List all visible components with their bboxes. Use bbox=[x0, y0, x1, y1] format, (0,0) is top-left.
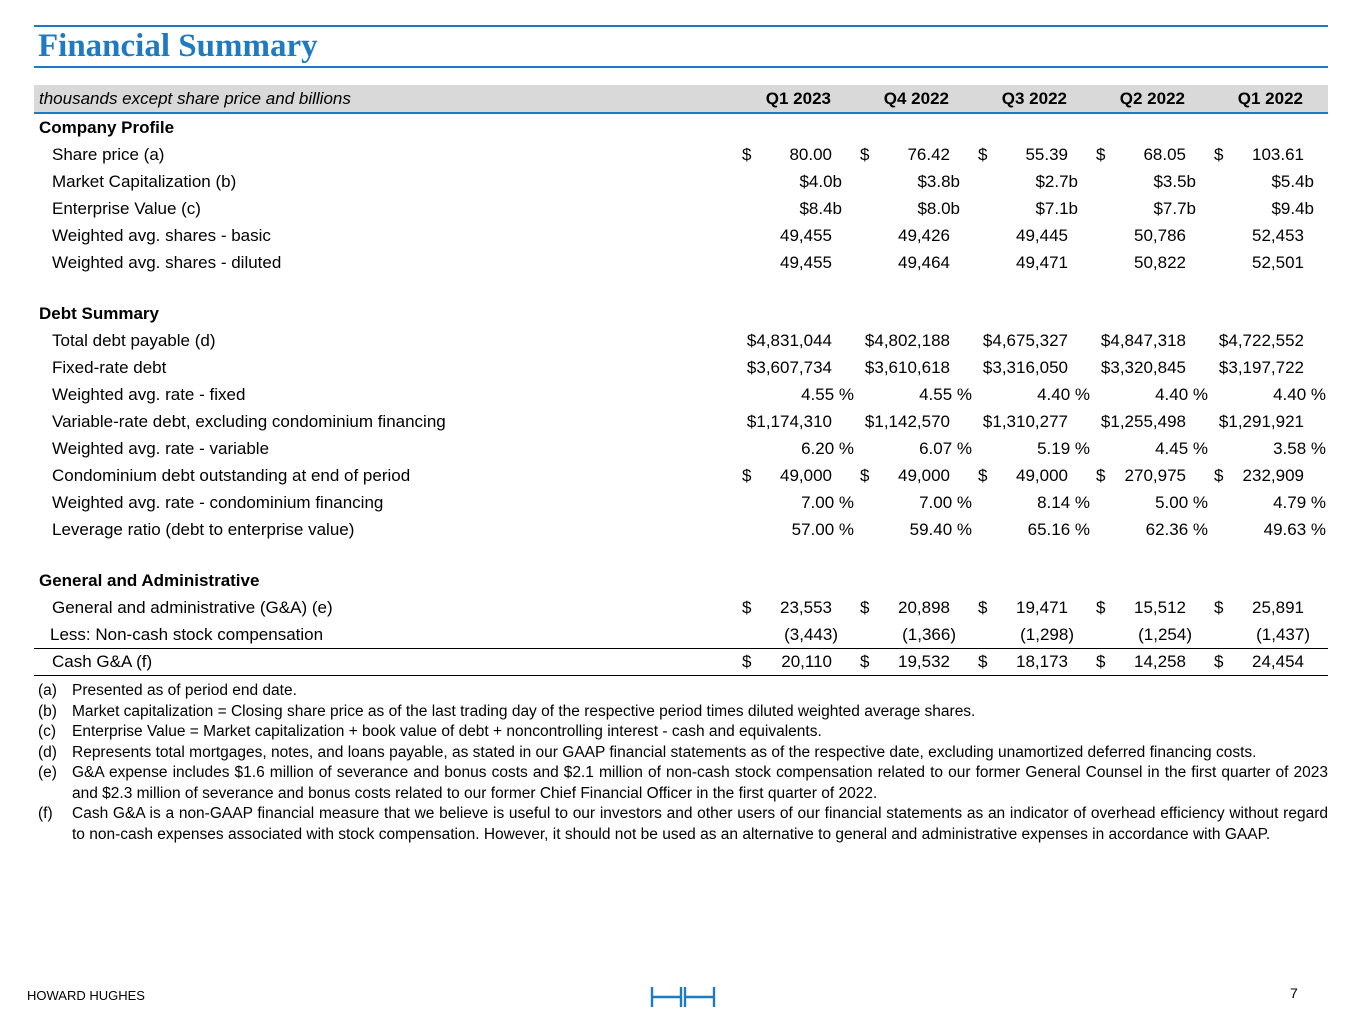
table-row bbox=[34, 141, 1328, 168]
column-header-q2-2022: Q2 2022 bbox=[1119, 89, 1185, 108]
cell-value: 4.40 % bbox=[1155, 385, 1208, 404]
cell-value: $1,174,310 bbox=[746, 412, 832, 431]
cell-value: $3.8b bbox=[917, 172, 960, 191]
dollar-sign: $ bbox=[978, 598, 988, 617]
cell-value: 50,822 bbox=[1134, 253, 1186, 272]
cell-value: $4,675,327 bbox=[982, 331, 1068, 350]
cell-value: 15,512 bbox=[1134, 598, 1186, 617]
cell-value: 49,471 bbox=[1016, 253, 1068, 272]
cell-value: 4.55 % bbox=[801, 385, 854, 404]
cell-value: $2.7b bbox=[1035, 172, 1078, 191]
dollar-sign: $ bbox=[1214, 598, 1224, 617]
row-label: Condominium debt outstanding at end of period bbox=[52, 466, 411, 485]
dollar-sign: $ bbox=[860, 652, 870, 671]
cell-value: 4.40 % bbox=[1037, 385, 1090, 404]
cell-value: 20,898 bbox=[898, 598, 950, 617]
footnote-text: Represents total mortgages, notes, and loans payable, as stated in our GAAP financial statements as of the respective date, excluding unamortized deferred financing costs. bbox=[72, 743, 1257, 761]
table-bottom-rule bbox=[34, 675, 1328, 676]
cell-value: 14,258 bbox=[1134, 652, 1186, 671]
footnote bbox=[38, 763, 1328, 804]
dollar-sign: $ bbox=[978, 652, 988, 671]
dollar-sign: $ bbox=[742, 598, 752, 617]
cell-value: $4,802,188 bbox=[864, 331, 950, 350]
cell-value: 24,454 bbox=[1252, 652, 1304, 671]
column-header-q4-2022: Q4 2022 bbox=[883, 89, 949, 108]
company-name: HOWARD HUGHES bbox=[27, 988, 145, 1003]
cell-value: 6.20 % bbox=[801, 439, 854, 458]
cell-value: 49.63 % bbox=[1263, 520, 1326, 539]
dollar-sign: $ bbox=[978, 466, 988, 485]
cell-value: $7.7b bbox=[1153, 199, 1196, 218]
cell-value: $1,310,277 bbox=[982, 412, 1068, 431]
cell-value: 25,891 bbox=[1252, 598, 1304, 617]
cell-value: 76.42 bbox=[907, 145, 950, 164]
cell-value: $1,255,498 bbox=[1100, 412, 1186, 431]
section-title: Debt Summary bbox=[39, 304, 159, 323]
cell-value: 50,786 bbox=[1134, 226, 1186, 245]
cell-value: 19,532 bbox=[898, 652, 950, 671]
dollar-sign: $ bbox=[860, 145, 870, 164]
cell-value: $8.4b bbox=[799, 199, 842, 218]
dollar-sign: $ bbox=[860, 598, 870, 617]
cell-value: 49,445 bbox=[1016, 226, 1068, 245]
cell-value: 20,110 bbox=[781, 652, 832, 671]
header-units-label: thousands except share price and billions bbox=[39, 89, 351, 108]
cell-value: $1,291,921 bbox=[1218, 412, 1304, 431]
cell-value: $4,831,044 bbox=[746, 331, 832, 350]
table-row bbox=[34, 621, 1328, 648]
row-label: Weighted avg. rate - condominium financing bbox=[52, 493, 384, 512]
cell-value: (3,443) bbox=[784, 625, 838, 644]
footnote bbox=[38, 702, 1328, 723]
cell-value: 7.00 % bbox=[801, 493, 854, 512]
cell-value: 3.58 % bbox=[1273, 439, 1326, 458]
cell-value: 68.05 bbox=[1143, 145, 1186, 164]
table-row bbox=[34, 435, 1328, 462]
cell-value: 4.55 % bbox=[919, 385, 972, 404]
total-rule bbox=[34, 648, 1328, 649]
dollar-sign: $ bbox=[1214, 145, 1224, 164]
section-header bbox=[34, 114, 1328, 141]
dollar-sign: $ bbox=[1214, 652, 1224, 671]
dollar-sign: $ bbox=[742, 652, 752, 671]
table-row bbox=[34, 168, 1328, 195]
cell-value: $5.4b bbox=[1271, 172, 1314, 191]
footnote bbox=[38, 743, 1328, 764]
table-row bbox=[34, 249, 1328, 276]
footnotes bbox=[38, 681, 1328, 845]
cell-value: 4.40 % bbox=[1273, 385, 1326, 404]
cell-value: (1,254) bbox=[1138, 625, 1192, 644]
row-label: Weighted avg. rate - fixed bbox=[52, 385, 246, 404]
section-title: General and Administrative bbox=[39, 571, 260, 590]
footnote-text: G&A expense includes $1.6 million of severance and bonus costs and $2.1 million of non-cash stock compensation related to our former General Counsel in the first quarter of 2023 and $2.3 million of severance and bonus costs related to our former Chief Financial Officer in the first quarter of 2022. bbox=[72, 764, 1328, 802]
table-row bbox=[34, 462, 1328, 489]
row-label: Less: Non-cash stock compensation bbox=[50, 625, 324, 644]
cell-value: $9.4b bbox=[1271, 199, 1314, 218]
column-header-q1-2022: Q1 2022 bbox=[1237, 89, 1303, 108]
cell-value: 49,000 bbox=[780, 466, 832, 485]
cell-value: 57.00 % bbox=[791, 520, 854, 539]
section-header bbox=[34, 567, 1328, 594]
cell-value: 55.39 bbox=[1025, 145, 1068, 164]
column-header-q3-2022: Q3 2022 bbox=[1001, 89, 1067, 108]
dollar-sign: $ bbox=[1096, 145, 1106, 164]
table-row bbox=[34, 516, 1328, 543]
row-label: Cash G&A (f) bbox=[52, 652, 153, 671]
cell-value: $3,610,618 bbox=[864, 358, 950, 377]
cell-value: 52,501 bbox=[1252, 253, 1304, 272]
footnote-letter: (d) bbox=[38, 743, 57, 761]
table-header bbox=[34, 85, 1328, 114]
cell-value: 19,471 bbox=[1016, 598, 1068, 617]
cell-value: $4,722,552 bbox=[1218, 331, 1304, 350]
table-row bbox=[34, 327, 1328, 354]
cell-value: $3,316,050 bbox=[982, 358, 1068, 377]
dollar-sign: $ bbox=[1214, 466, 1224, 485]
cell-value: 232,909 bbox=[1242, 466, 1304, 485]
footnote-text: Market capitalization = Closing share price as of the last trading day of the respective period times diluted weighted average shares. bbox=[72, 702, 976, 720]
cell-value: 8.14 % bbox=[1037, 493, 1090, 512]
table-row bbox=[34, 489, 1328, 516]
cell-value: 52,453 bbox=[1252, 226, 1304, 245]
cell-value: (1,298) bbox=[1020, 625, 1074, 644]
cell-value: $8.0b bbox=[917, 199, 960, 218]
cell-value: $3.5b bbox=[1153, 172, 1196, 191]
dollar-sign: $ bbox=[978, 145, 988, 164]
cell-value: $4,847,318 bbox=[1100, 331, 1186, 350]
cell-value: 49,455 bbox=[780, 253, 832, 272]
footnote-text: Cash G&A is a non-GAAP financial measure that we believe is useful to our investors and other users of our financial statements as an indicator of overhead efficiency without regard to non-cash expenses associated with stock compensation. However, it should not be used as an alternative to general and administrative expenses in accordance with GAAP. bbox=[72, 805, 1328, 843]
row-label: Fixed-rate debt bbox=[52, 358, 167, 377]
cell-value: $3,320,845 bbox=[1100, 358, 1186, 377]
cell-value: 4.79 % bbox=[1273, 493, 1326, 512]
page-title: Financial Summary bbox=[38, 28, 318, 64]
title-rule bbox=[34, 66, 1328, 68]
table-row bbox=[34, 648, 1328, 675]
dollar-sign: $ bbox=[1096, 466, 1106, 485]
footnote-text: Enterprise Value = Market capitalization + book value of debt + noncontrolling interest - cash and equivalents. bbox=[72, 723, 822, 740]
cell-value: $1,142,570 bbox=[864, 412, 950, 431]
footnote-letter: (b) bbox=[38, 702, 57, 720]
table-row bbox=[34, 195, 1328, 222]
dollar-sign: $ bbox=[860, 466, 870, 485]
howard-hughes-logo bbox=[650, 986, 716, 1008]
cell-value: 49,000 bbox=[898, 466, 950, 485]
cell-value: 49,464 bbox=[898, 253, 950, 272]
footnote-text: Presented as of period end date. bbox=[72, 682, 297, 699]
table-row bbox=[34, 594, 1328, 621]
cell-value: 49,000 bbox=[1016, 466, 1068, 485]
cell-value: 80.00 bbox=[789, 145, 832, 164]
section-header bbox=[34, 300, 1328, 327]
cell-value: 18,173 bbox=[1016, 652, 1068, 671]
footnote bbox=[38, 804, 1328, 845]
table-row bbox=[34, 354, 1328, 381]
cell-value: 5.00 % bbox=[1155, 493, 1208, 512]
cell-value: 62.36 % bbox=[1145, 520, 1208, 539]
footnote-letter: (f) bbox=[38, 805, 53, 822]
table-row bbox=[34, 408, 1328, 435]
row-label: Weighted avg. shares - diluted bbox=[52, 253, 282, 272]
cell-value: 270,975 bbox=[1124, 466, 1186, 485]
footnote-letter: (e) bbox=[38, 764, 57, 781]
table-row bbox=[34, 381, 1328, 408]
cell-value: 65.16 % bbox=[1027, 520, 1090, 539]
row-label: Variable-rate debt, excluding condominium financing bbox=[52, 412, 446, 431]
row-label: Share price (a) bbox=[52, 145, 165, 164]
row-label: Total debt payable (d) bbox=[52, 331, 216, 350]
footnote-letter: (a) bbox=[38, 682, 57, 699]
footnote-letter: (c) bbox=[38, 723, 57, 740]
cell-value: $3,197,722 bbox=[1218, 358, 1304, 377]
dollar-sign: $ bbox=[1096, 652, 1106, 671]
row-label: Leverage ratio (debt to enterprise value) bbox=[52, 520, 355, 539]
cell-value: 49,455 bbox=[780, 226, 832, 245]
row-label: Weighted avg. shares - basic bbox=[52, 226, 271, 245]
cell-value: (1,437) bbox=[1256, 625, 1310, 644]
cell-value: $4.0b bbox=[799, 172, 842, 191]
cell-value: 5.19 % bbox=[1037, 439, 1090, 458]
footnote bbox=[38, 681, 1328, 702]
row-label: Enterprise Value (c) bbox=[52, 199, 201, 218]
row-label: General and administrative (G&A) (e) bbox=[52, 598, 333, 617]
row-label: Weighted avg. rate - variable bbox=[52, 439, 270, 458]
section-title: Company Profile bbox=[39, 118, 175, 137]
row-label: Market Capitalization (b) bbox=[52, 172, 237, 191]
cell-value: 59.40 % bbox=[909, 520, 972, 539]
cell-value: $3,607,734 bbox=[746, 358, 832, 377]
cell-value: 49,426 bbox=[898, 226, 950, 245]
table-row bbox=[34, 222, 1328, 249]
cell-value: 103.61 bbox=[1252, 145, 1304, 164]
column-header-q1-2023: Q1 2023 bbox=[765, 89, 831, 108]
dollar-sign: $ bbox=[1096, 598, 1106, 617]
cell-value: 4.45 % bbox=[1155, 439, 1208, 458]
cell-value: $7.1b bbox=[1035, 199, 1078, 218]
cell-value: 7.00 % bbox=[919, 493, 972, 512]
dollar-sign: $ bbox=[742, 145, 752, 164]
dollar-sign: $ bbox=[742, 466, 752, 485]
cell-value: 6.07 % bbox=[919, 439, 972, 458]
cell-value: 23,553 bbox=[780, 598, 832, 617]
cell-value: (1,366) bbox=[902, 625, 956, 644]
page-number: 7 bbox=[1290, 985, 1298, 1001]
footnote bbox=[38, 722, 1328, 743]
